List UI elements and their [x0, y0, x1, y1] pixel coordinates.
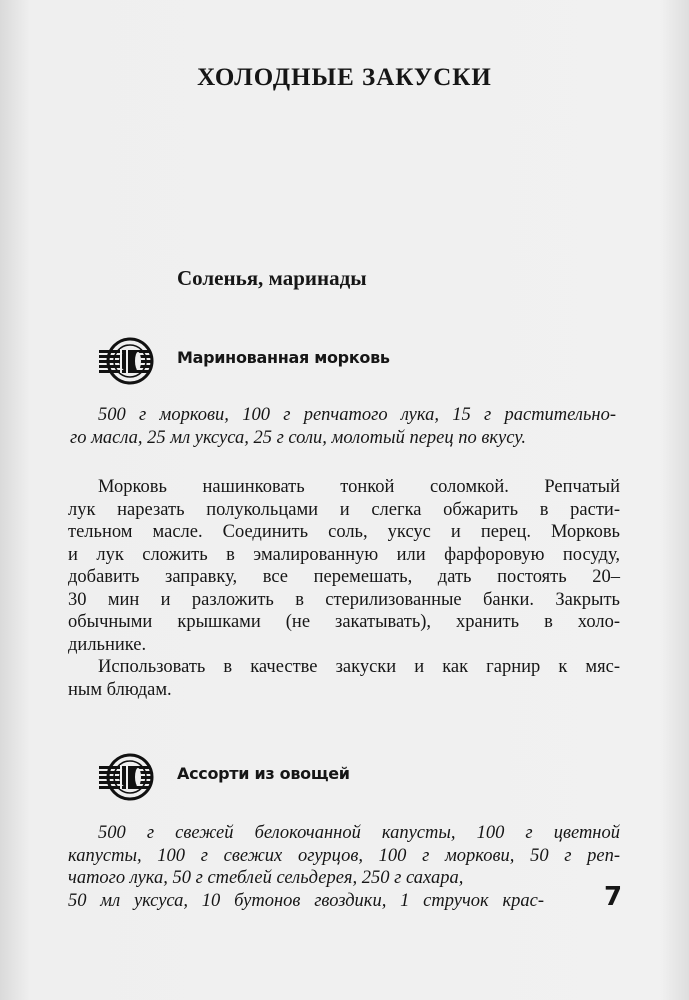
- method-line: лук нарезать полукольцами и слегка обжарить в расти-: [68, 499, 620, 520]
- recipe-title: Ассорти из овощей: [177, 764, 350, 783]
- ingredients-line: го масла, 25 мл уксуса, 25 г соли, молотый перец по вкусу.: [70, 427, 527, 448]
- method-line: дильнике.: [68, 634, 147, 655]
- page-number: 7: [604, 882, 623, 912]
- recipe-header: [97, 336, 617, 386]
- method-line: Морковь нашинковать тонкой соломкой. Репчатый: [98, 477, 620, 497]
- ingredients-list: [68, 822, 623, 912]
- method-line: 30 мин и разложить в стерилизованные банки. Закрыть: [68, 589, 620, 610]
- method-line: добавить заправку, все перемешать, дать постоять 20–: [68, 567, 620, 587]
- plate-with-cutlery-icon: [97, 752, 163, 802]
- method-line: Использовать в качестве закуски и как гарнир к мяс-: [98, 657, 620, 677]
- recipe-title: Маринованная морковь: [177, 348, 390, 367]
- recipe-header: [97, 752, 617, 802]
- method-text: [68, 476, 620, 701]
- method-line: обычными крышками (не закатывать), хранить в холо-: [68, 612, 620, 632]
- ingredients-line: чатого лука, 50 г стеблей сельдерея, 250 г сахара,: [68, 868, 464, 888]
- method-line: ным блюдам.: [68, 679, 172, 700]
- ingredients-line: капусты, 100 г свежих огурцов, 100 г моркови, 50 г реп-: [68, 845, 620, 866]
- section-title: Соленья, маринады: [177, 266, 367, 290]
- ingredients-list: [70, 404, 616, 449]
- method-line: и лук сложить в эмалированную или фарфоровую посуду,: [68, 544, 620, 565]
- method-line: тельном масле. Соединить соль, уксус и перец. Морковь: [68, 522, 620, 542]
- ingredients-line: 50 мл уксуса, 10 бутонов гвоздики, 1 стручок крас-: [68, 890, 544, 911]
- ingredients-line: 500 г моркови, 100 г репчатого лука, 15 г растительно-: [98, 405, 616, 425]
- plate-with-cutlery-icon: [97, 336, 163, 386]
- chapter-title: ХОЛОДНЫЕ ЗАКУСКИ: [197, 64, 492, 91]
- ingredients-line: 500 г свежей белокочанной капусты, 100 г цветной: [98, 823, 620, 843]
